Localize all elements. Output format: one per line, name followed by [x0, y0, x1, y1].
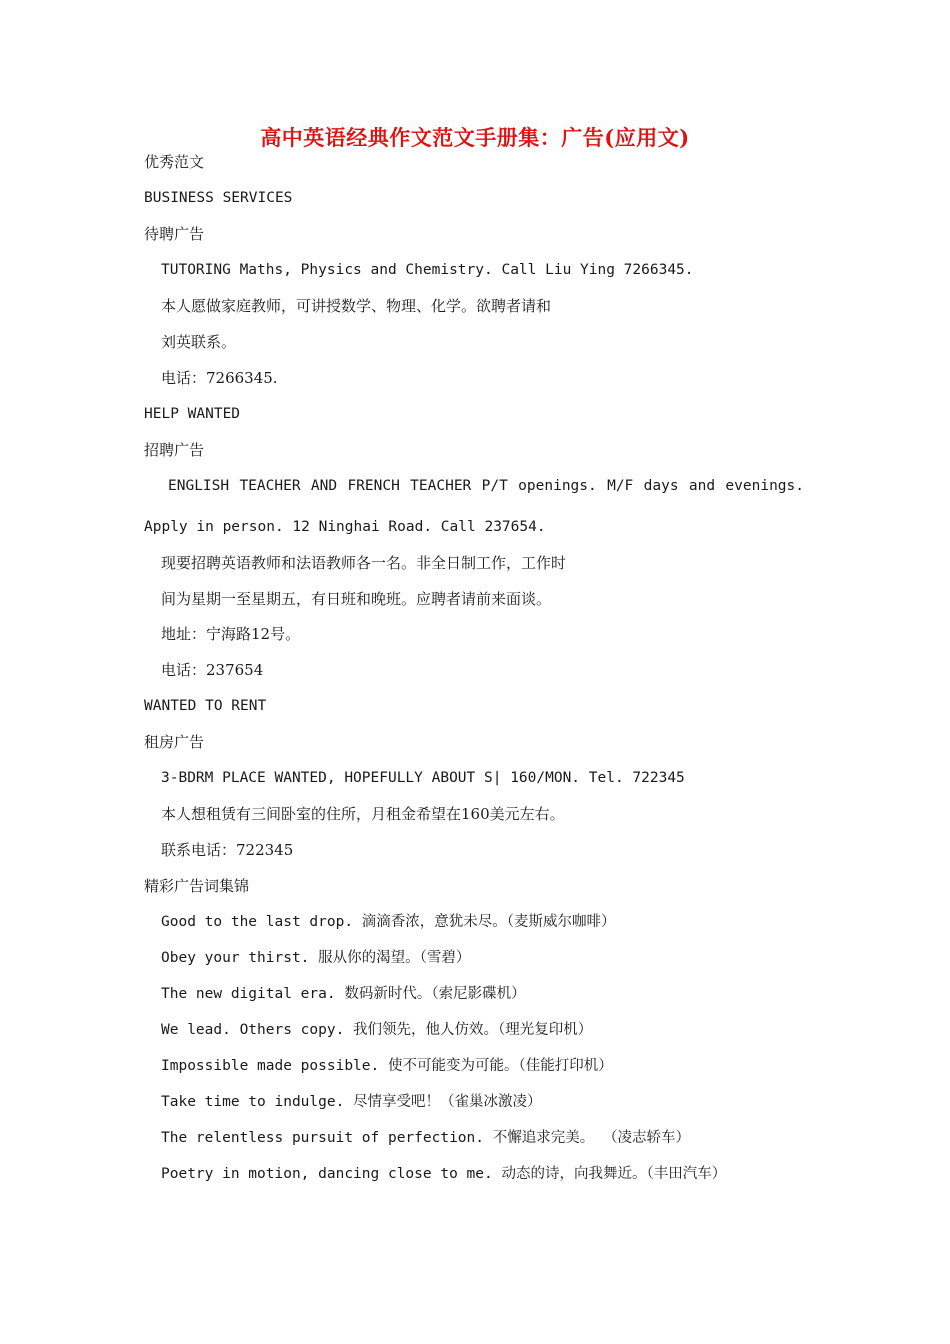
paragraph-line: 地址：宁海路12号。 [161, 625, 301, 643]
paragraph-line: 刘英联系。 [161, 333, 237, 351]
slogan-item: We lead. Others copy. 我们领先，他人仿效。（理光复印机） [161, 1022, 593, 1038]
subheading-job-seeking-ad: 待聘广告 [144, 225, 205, 243]
paragraph-line: 间为星期一至星期五，有日班和晚班。应聘者请前来面谈。 [161, 590, 552, 608]
document-title: 高中英语经典作文范文手册集：广告(应用文) [260, 125, 690, 150]
paragraph-line: 电话：237654 [161, 661, 264, 679]
slogan-item: Obey your thirst. 服从你的渴望。（雪碧） [161, 950, 471, 966]
paragraph-line: 联系电话：722345 [161, 841, 294, 859]
paragraph-line: 本人愿做家庭教师，可讲授数学、物理、化学。欲聘者请和 [161, 297, 552, 315]
paragraph-line: ENGLISH TEACHER AND FRENCH TEACHER P/T openings. M/F days and evenings. [168, 478, 804, 494]
subheading-business-services: BUSINESS SERVICES [144, 190, 293, 206]
subheading-wanted-to-rent: WANTED TO RENT [144, 698, 267, 714]
paragraph-line: 本人想租赁有三间卧室的住所，月租金希望在160美元左右。 [161, 805, 565, 823]
slogan-item: The new digital era. 数码新时代。（索尼影碟机） [161, 986, 526, 1002]
slogan-item: The relentless pursuit of perfection. 不懈追求完美。 （凌志轿车） [161, 1130, 690, 1146]
paragraph-line: 电话：7266345. [161, 369, 278, 387]
section-heading-slogan-collection: 精彩广告词集锦 [144, 877, 250, 895]
paragraph-line: 现要招聘英语教师和法语教师各一名。非全日制工作，工作时 [161, 554, 567, 572]
slogan-item: Impossible made possible. 使不可能变为可能。（佳能打印机） [161, 1058, 613, 1074]
paragraph-line: Apply in person. 12 Ninghai Road. Call 237654. [144, 519, 546, 535]
subheading-rental-ad: 租房广告 [144, 733, 205, 751]
slogan-item: Poetry in motion, dancing close to me. 动态的诗，向我舞近。（丰田汽车） [161, 1166, 727, 1182]
subheading-help-wanted: HELP WANTED [144, 406, 241, 422]
slogan-item: Good to the last drop. 滴滴香浓，意犹未尽。（麦斯威尔咖啡） [161, 914, 616, 930]
slogan-item: Take time to indulge. 尽情享受吧！（雀巢冰激凌） [161, 1094, 542, 1110]
section-heading-excellent-samples: 优秀范文 [144, 153, 205, 171]
paragraph-line: TUTORING Maths, Physics and Chemistry. Call Liu Ying 7266345. [161, 262, 694, 278]
paragraph-line: 3-BDRM PLACE WANTED, HOPEFULLY ABOUT S| 160/MON. Tel. 722345 [161, 770, 685, 786]
subheading-recruitment-ad: 招聘广告 [144, 441, 205, 459]
